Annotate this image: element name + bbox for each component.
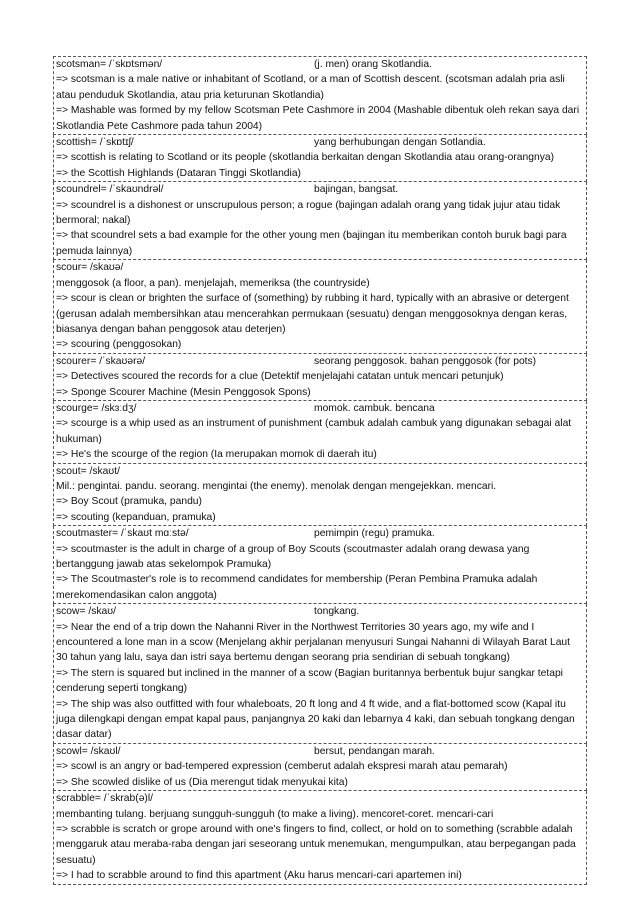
entry-meaning: (j. men) orang Skotlandia. (314, 59, 432, 70)
entry-headword: scourge= /skɜːdʒ/ (56, 402, 137, 414)
entry-meaning: menggosok (a floor, a pan). menjelajah, memeriksa (the countryside) (56, 277, 370, 289)
entry-example-line: => the Scottish Highlands (Dataran Tinggi Skotlandia) (56, 167, 301, 179)
entry-headword: scourer= /ˈskaʊərə/ (56, 355, 146, 367)
entry-headline (56, 464, 584, 495)
entry-example-line: => scour is clean or brighten the surface of (something) by rubbing it hard, typically with an abrasive or detergent (gerusan adalah membersihkan atau mencerahkan permukaan (sesuatu) dengan menggosoknya dengan keras, biasanya dengan bahan penggosok atau deterjen) (56, 293, 569, 335)
entry-headword: scour= /skaʊə/ (56, 262, 124, 274)
entry-meaning: yang berhubungan dengan Sotlandia. (314, 137, 486, 149)
dictionary-entry (53, 135, 587, 182)
entry-example-line: => I had to scrabble around to find this apartment (Aku harus mencari-cari apartemen ini) (56, 870, 462, 882)
entry-headline (56, 354, 584, 369)
entry-headline (56, 744, 584, 759)
entry-example-line: => The stern is squared but inclined in the manner of a scow (Bagian buritannya berbentuk bujur sangkar tetapi cenderung seperti tongkang) (56, 667, 563, 695)
entry-example-line: => scouting (kepanduan, pramuka) (56, 511, 216, 523)
dictionary-entry (53, 464, 587, 527)
entry-headword: scottish= /ˈskɒtɪʃ/ (56, 137, 134, 149)
entry-headline (56, 526, 584, 541)
entry-headline (56, 791, 584, 822)
entry-headword: scowl= /skaʊl/ (56, 745, 121, 757)
entry-example-line: => scrabble is scratch or grope around with one's fingers to find, collect, or hold on to something (scrabble adalah menggaruk atau meraba-raba dengan jari seseorang untuk menemukan, mengumpulkan, atau berpegangan pada sesuatu) (56, 823, 576, 866)
dictionary-entry (53, 604, 587, 744)
entry-meaning: seorang penggosok. bahan penggosok (for pots) (314, 355, 537, 367)
entry-example-line: => scotsman is a male native or inhabitant of Scotland, or a man of Scottish descent. (scotsman adalah pria asli atau penduduk Skotlandia, atau pria keturunan Skotlandia) (56, 74, 565, 101)
dictionary-entry (53, 260, 587, 353)
entry-meaning: bersut, pendangan marah. (314, 745, 435, 757)
entry-headword: scout= /skaʊt/ (56, 465, 120, 477)
entry-headword: scoundrel= /ˈskaʊndrəl/ (56, 184, 164, 196)
entry-headline (56, 57, 584, 72)
entry-headword: scotsman= /ˈskɒtsmən/ (56, 59, 163, 70)
entry-meaning: membanting tulang. berjuang sungguh-sungguh (to make a living). mencoret-coret. mencari-cari (56, 808, 494, 820)
dictionary-entry (53, 526, 587, 604)
entry-headword: scrabble= /ˈskrab(ə)l/ (56, 793, 153, 805)
dictionary-entry (53, 354, 587, 401)
entry-meaning: Mil.: pengintai. pandu. seorang. mengintai (the enemy). menolak dengan mengejekkan. mencari. (56, 480, 497, 492)
entry-example-line: => scowl is an angry or bad-tempered expression (cemberut adalah ekspresi marah atau pemarah) (56, 761, 508, 773)
entry-example-line: => Mashable was formed by my fellow Scotsman Pete Cashmore in 2004 (Mashable dibentuk oleh rekan saya dari Skotlandia Pete Cashmore pada tahun 2004) (56, 105, 580, 132)
entry-example-line: => Boy Scout (pramuka, pandu) (56, 496, 202, 508)
dictionary-entry (53, 56, 587, 135)
dictionary-entry (53, 401, 587, 464)
entry-meaning: bajingan, bangsat. (314, 184, 399, 196)
entry-example-line: => Near the end of a trip down the Nahanni River in the Northwest Territories 30 years ago, my wife and I encountered a lone man in a scow (Menjelang akhir perjalanan menyusuri Sungai Nahanni di Wilayah Barat Laut 30 tahun yang lalu, saya dan istri saya bertemu dengan seorang pria sendirian di sebuah tongkang) (56, 621, 571, 664)
entry-headword: scoutmaster= /ˈskaʊt mɑːstə/ (56, 528, 189, 540)
entry-headline (56, 401, 584, 416)
entry-headword: scow= /skaʊ/ (56, 606, 116, 618)
entry-example-line: => The Scoutmaster's role is to recommend candidates for membership (Peran Pembina Pramuka adalah merekomendasikan calon anggota) (56, 574, 538, 601)
entry-meaning: tongkang. (314, 606, 360, 618)
entry-meaning: pemimpin (regu) pramuka. (314, 528, 435, 540)
entry-example-line: => scoutmaster is the adult in charge of a group of Boy Scouts (scoutmaster adalah orang dewasa yang bertanggung jawab atas sekelompok Pramuka) (56, 543, 530, 570)
entry-headline (56, 182, 584, 197)
entry-example-line: => scoundrel is a dishonest or unscrupulous person; a rogue (bajingan adalah orang yang tidak jujur atau tidak bermoral; nakal) (56, 199, 561, 227)
dictionary-entry (53, 182, 587, 260)
entry-example-line: => She scowled dislike of us (Dia merengut tidak menyukai kita) (56, 776, 348, 788)
entry-headline (56, 260, 584, 291)
dictionary-page (53, 56, 587, 885)
entry-example-line: => The ship was also outfitted with four whaleboats, 20 ft long and 4 ft wide, and a flat-bottomed scow (Kapal itu juga dilengkapi dengan empat kapal paus, panjangnya 20 kaki dan lebarnya 4 kaki, dan sebuah tongkang dengan dasar datar) (56, 698, 575, 741)
entry-example-line: => scottish is relating to Scotland or its people (skotlandia berkaitan dengan Skotlandia atau orang-orangnya) (56, 152, 554, 164)
entry-meaning: momok. cambuk. bencana (314, 402, 435, 414)
entry-headline (56, 135, 584, 150)
dictionary-entry (53, 744, 587, 791)
entry-example-line: => Detectives scoured the records for a clue (Detektif menjelajahi catatan untuk mencari petunjuk) (56, 371, 504, 383)
entry-example-line: => He's the scourge of the region (Ia merupakan momok di daerah itu) (56, 449, 377, 461)
entry-example-line: => scouring (penggosokan) (56, 339, 182, 351)
entry-example-line: => Sponge Scourer Machine (Mesin Penggosok Spons) (56, 386, 311, 398)
entry-headline (56, 604, 584, 619)
entry-example-line: => scourge is a whip used as an instrument of punishment (cambuk adalah cambuk yang digunakan sebagai alat hukuman) (56, 418, 572, 445)
dictionary-entry (53, 791, 587, 884)
entry-example-line: => that scoundrel sets a bad example for the other young men (bajingan itu memberikan contoh buruk bagi para pemuda lainnya) (56, 230, 567, 257)
